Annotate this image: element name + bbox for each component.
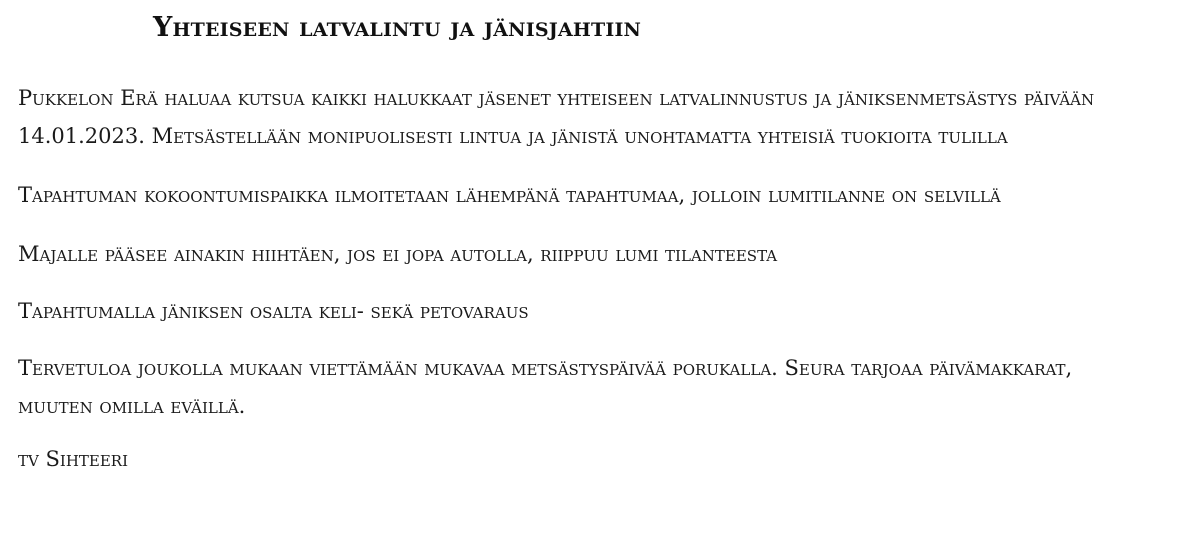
paragraph-reservation: Tapahtumalla jäniksen osalta keli- sekä petovaraus bbox=[18, 299, 529, 323]
paragraph-meeting-place: Tapahtuman kokoontumispaikka ilmoitetaan lähempänä tapahtumaa, jolloin lumitilanne on selvillä bbox=[18, 183, 1001, 207]
paragraph-access: Majalle pääsee ainakin hiihtäen, jos ei jopa autolla, riippuu lumi tilanteesta bbox=[18, 242, 778, 266]
signature: tv Sihteeri bbox=[18, 447, 129, 471]
document-title: Yhteiseen latvalintu ja jänisjahtiin bbox=[153, 12, 642, 43]
document-page bbox=[18, 0, 1178, 478]
paragraph-invitation: Pukkelon Erä haluaa kutsua kaikki halukkaat jäsenet yhteiseen latvalinnustus ja jäniksenmetsästys päivään 14.01.2023. Metsästellään monipuolisesti lintua ja jänistä unohtamatta yhteisiä tuokioita tulilla bbox=[18, 86, 1095, 148]
paragraph-welcome: Tervetuloa joukolla mukaan viettämään mukavaa metsästyspäivää porukalla. Seura tarjoaa päivämakkarat, muuten omilla eväillä. bbox=[18, 356, 1073, 418]
